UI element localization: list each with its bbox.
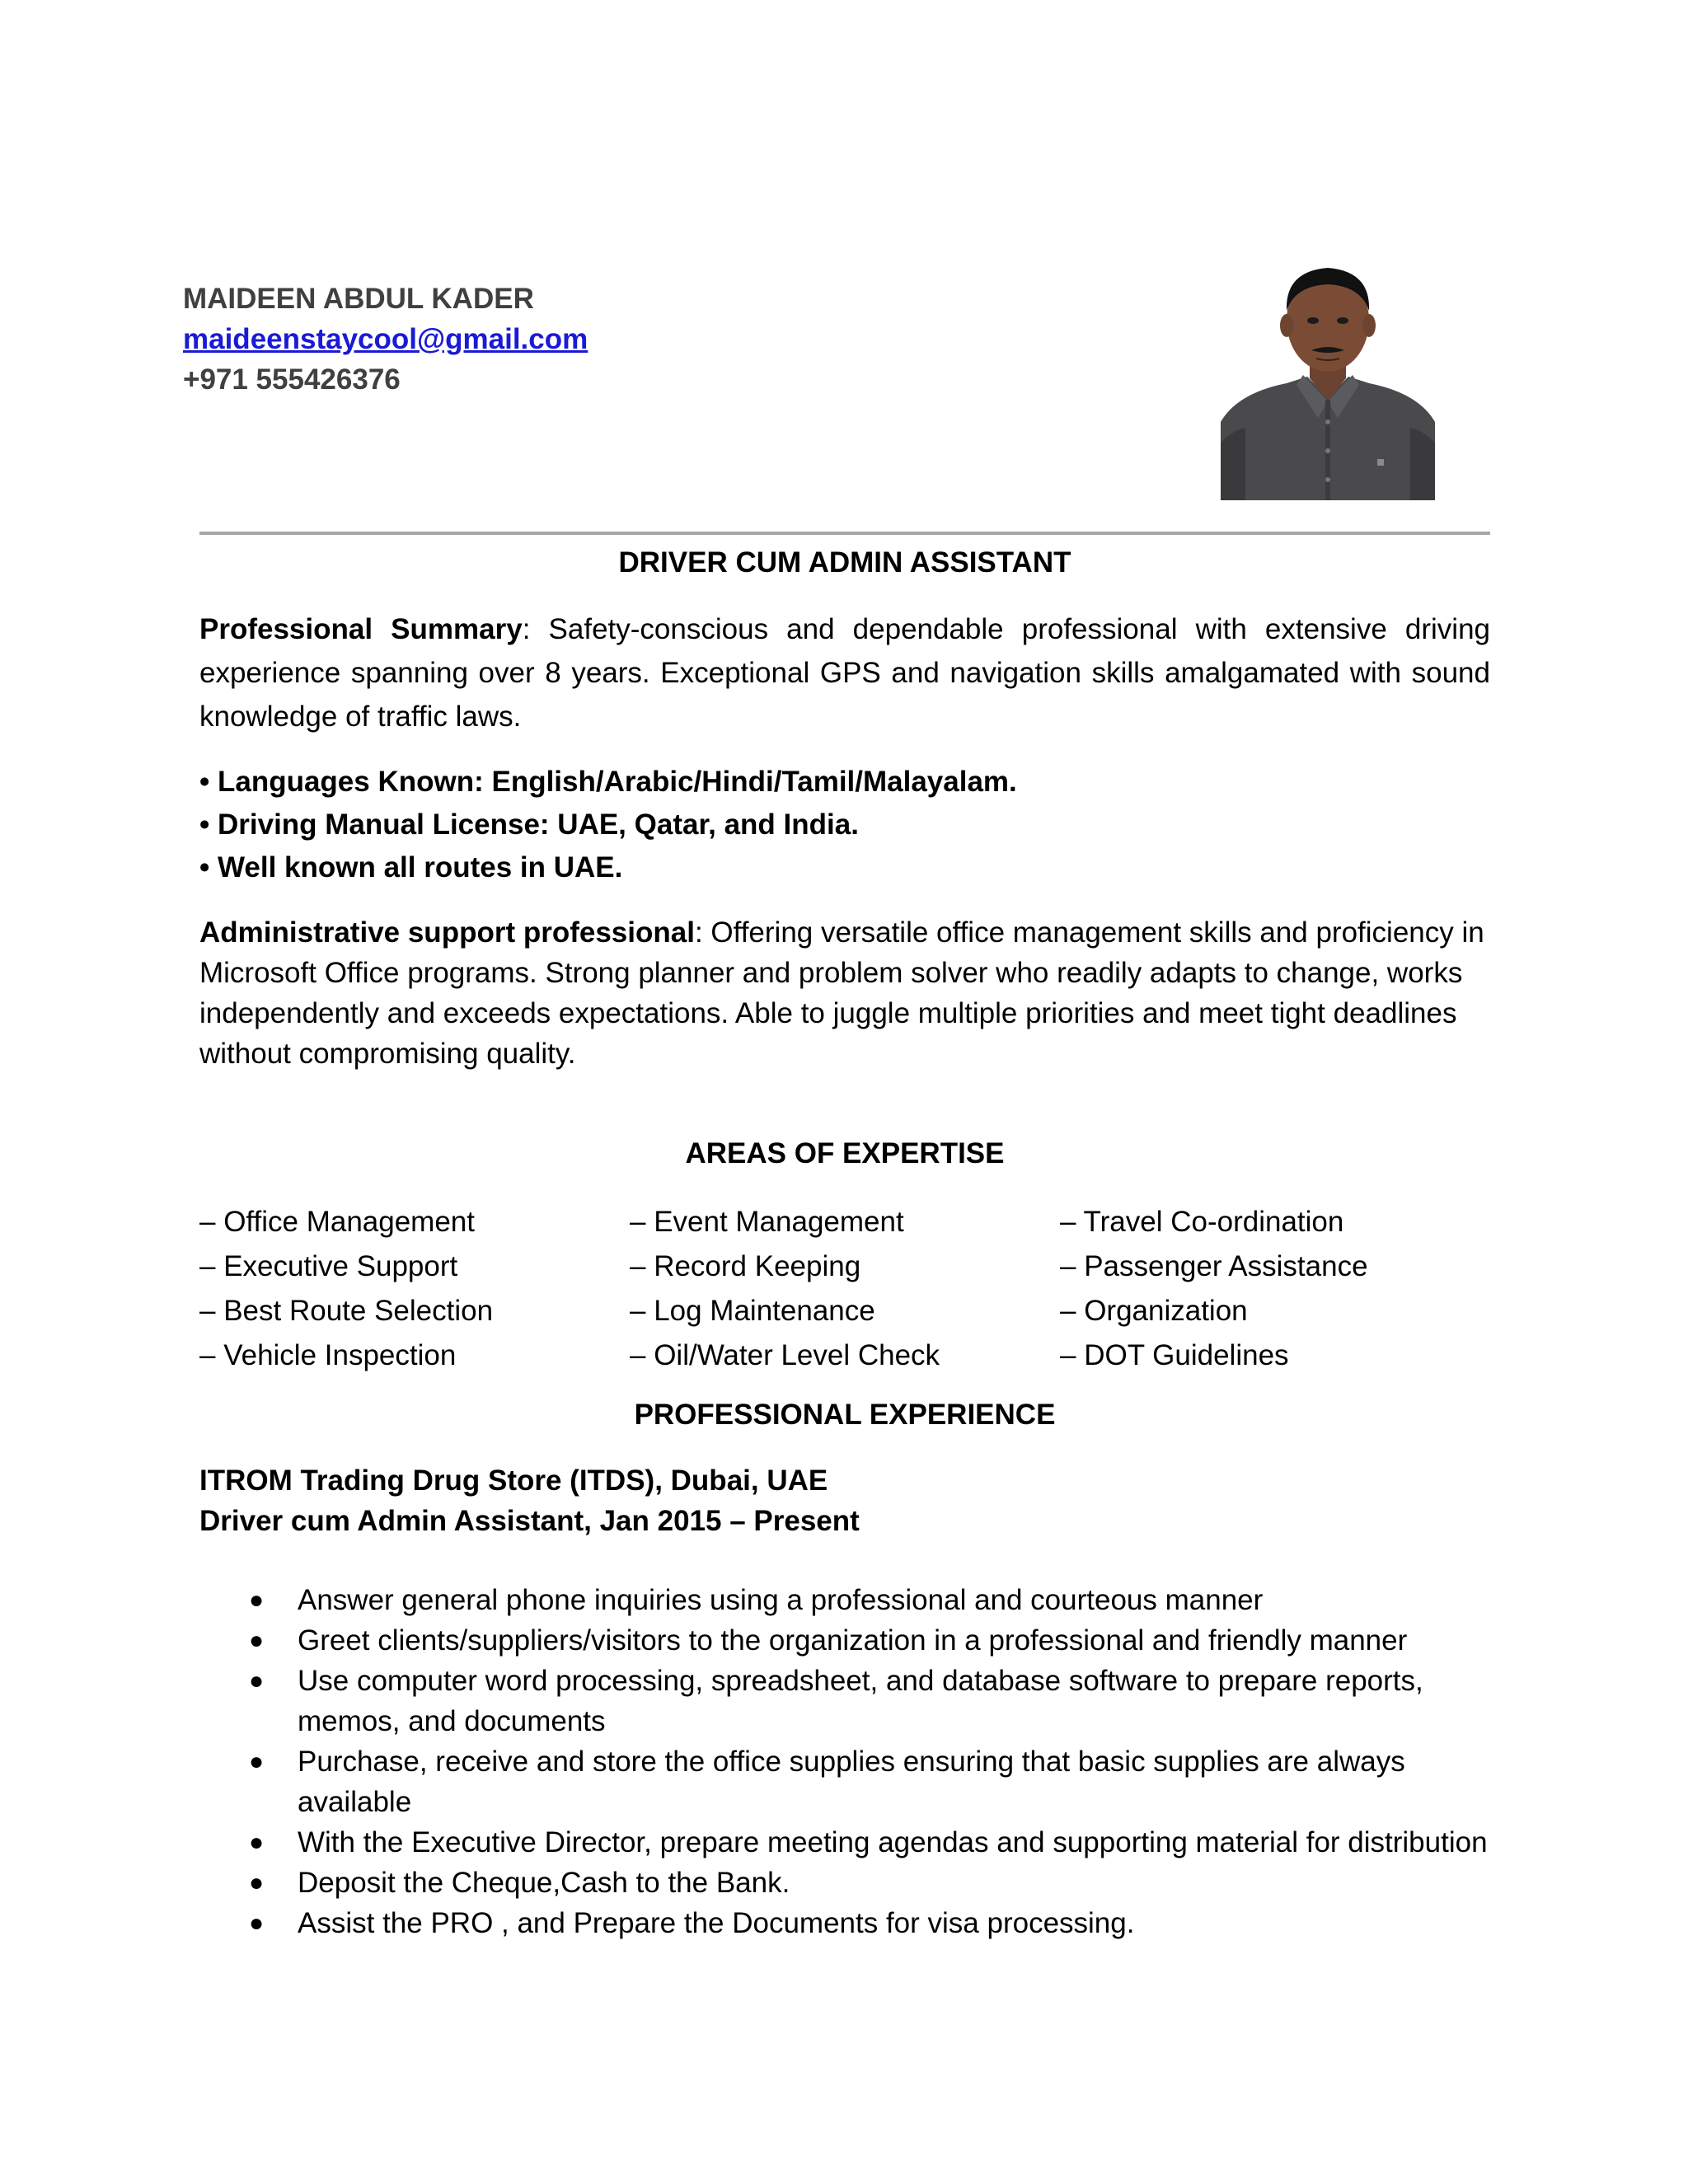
- employer-block: [199, 1460, 1490, 1541]
- duties-list: [199, 1580, 1490, 1943]
- phone-number: +971 555426376: [183, 363, 401, 396]
- admin-label: Administrative support professional: [199, 916, 695, 949]
- employer-name: ITROM Trading Drug Store (ITDS), Dubai, UAE: [199, 1465, 828, 1497]
- expertise-item: – Vehicle Inspection: [199, 1339, 457, 1371]
- experience-heading-row: [199, 1399, 1490, 1432]
- admin-summary: [199, 912, 1490, 1074]
- duty-text: Greet clients/suppliers/visitors to the organization in a professional and friendly manner: [298, 1624, 1408, 1657]
- admin-text: : Offering versatile office management skills and proficiency in Microsoft Office programs. Strong planner and problem solver who readily adapts to change, works independently and exceeds expectations. Able to juggle multiple priorities and meet tight deadlines without compromising quality.: [199, 916, 1484, 1070]
- highlights-list: [199, 761, 1490, 889]
- expertise-item: – DOT Guidelines: [1060, 1339, 1289, 1371]
- highlight-routes: • Well known all routes in UAE.: [199, 851, 623, 883]
- expertise-item: – Log Maintenance: [630, 1295, 875, 1327]
- bullet-icon: ●: [249, 1748, 265, 1775]
- expertise-item: – Travel Co-ordination: [1060, 1206, 1344, 1238]
- bullet-icon: ●: [249, 1869, 265, 1896]
- duty-text: Deposit the Cheque,Cash to the Bank.: [298, 1867, 790, 1899]
- job-title: DRIVER CUM ADMIN ASSISTANT: [618, 546, 1071, 579]
- profile-photo: [1221, 253, 1435, 500]
- contact-block: [183, 279, 588, 400]
- email-link[interactable]: maideenstaycool@gmail.com: [183, 323, 588, 355]
- bullet-icon: ●: [249, 1829, 265, 1856]
- expertise-heading: AREAS OF EXPERTISE: [685, 1137, 1005, 1169]
- summary-colon: :: [522, 613, 549, 645]
- expertise-heading-row: [199, 1137, 1490, 1170]
- employer-role: Driver cum Admin Assistant, Jan 2015 – Present: [199, 1505, 860, 1537]
- duty-item: [199, 1661, 1490, 1741]
- summary-text: Safety-conscious and dependable professional with extensive driving experience spanning over 8 years. Exceptional GPS and navigation skills amalgamated with sound knowledge of traffic laws.: [199, 613, 1491, 733]
- summary-label: Professional Summary: [199, 613, 523, 645]
- highlight-license: • Driving Manual License: UAE, Qatar, and India.: [199, 808, 859, 841]
- duties-section: [199, 1580, 1490, 1943]
- expertise-item: – Office Management: [199, 1206, 475, 1238]
- duty-item: [199, 1580, 1490, 1620]
- duty-text: Use computer word processing, spreadsheet, and database software to prepare reports, memos, and documents: [298, 1665, 1423, 1737]
- duty-item: [199, 1822, 1490, 1863]
- expertise-item: – Event Management: [630, 1206, 904, 1238]
- job-title-section: [199, 546, 1490, 579]
- duty-text: Assist the PRO , and Prepare the Documents for visa processing.: [298, 1907, 1135, 1939]
- duty-text: Purchase, receive and store the office supplies ensuring that basic supplies are always available: [298, 1746, 1405, 1818]
- duty-item: [199, 1863, 1490, 1903]
- expertise-item: – Passenger Assistance: [1060, 1250, 1368, 1282]
- expertise-item: – Best Route Selection: [199, 1295, 494, 1327]
- expertise-item: – Organization: [1060, 1295, 1248, 1327]
- header-divider: [199, 532, 1490, 535]
- bullet-icon: ●: [249, 1667, 265, 1694]
- candidate-name: MAIDEEN ABDUL KADER: [183, 283, 534, 315]
- bullet-icon: ●: [249, 1627, 265, 1654]
- duty-text: With the Executive Director, prepare meeting agendas and supporting material for distribution: [298, 1826, 1488, 1858]
- duty-item: [199, 1903, 1490, 1943]
- highlight-languages: • Languages Known: English/Arabic/Hindi/Tamil/Malayalam.: [199, 766, 1017, 798]
- duty-text: Answer general phone inquiries using a professional and courteous manner: [298, 1584, 1264, 1616]
- expertise-item: – Oil/Water Level Check: [630, 1339, 940, 1371]
- expertise-item: – Record Keeping: [630, 1250, 861, 1282]
- experience-heading: PROFESSIONAL EXPERIENCE: [634, 1399, 1056, 1431]
- duty-item: [199, 1620, 1490, 1661]
- professional-summary: [199, 607, 1490, 738]
- expertise-item: – Executive Support: [199, 1250, 458, 1282]
- profile-photo-image: [1221, 253, 1435, 500]
- bullet-icon: ●: [249, 1586, 265, 1614]
- expertise-grid: [199, 1200, 1490, 1378]
- duty-item: [199, 1741, 1490, 1822]
- bullet-icon: ●: [249, 1910, 265, 1937]
